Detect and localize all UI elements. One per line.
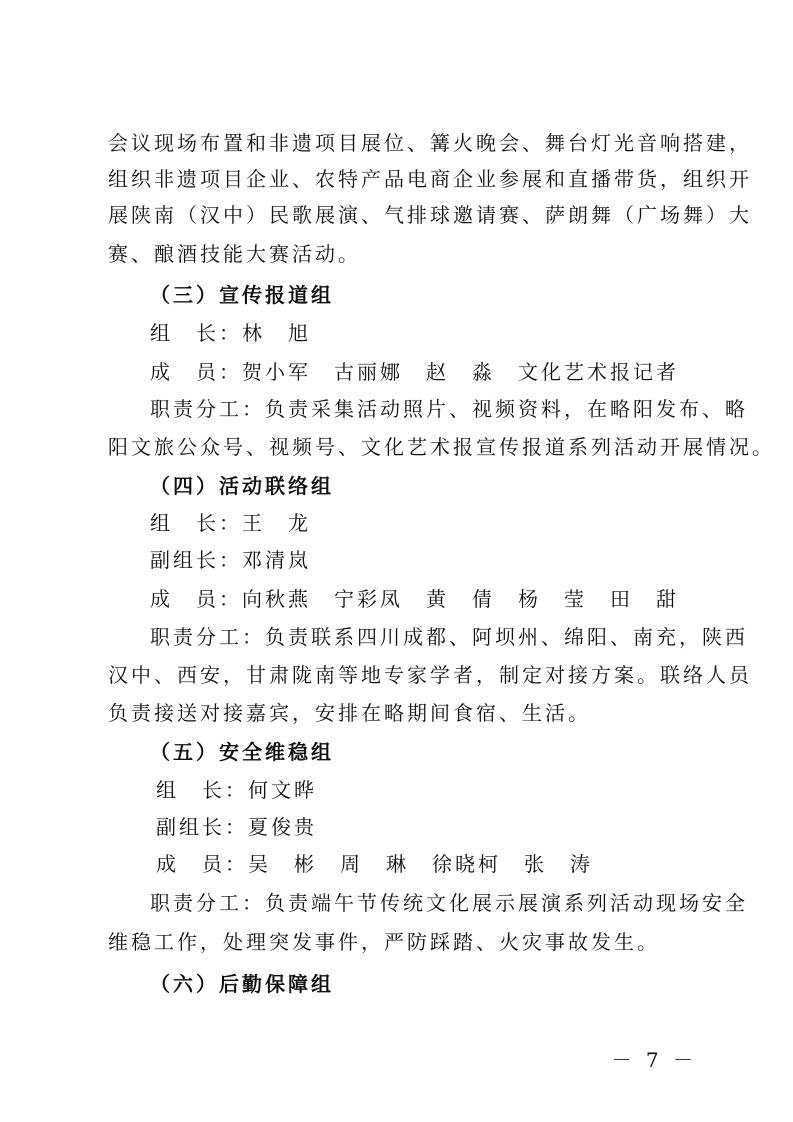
deputy-leader-line: 副组长：邓清岚 bbox=[150, 548, 311, 572]
paragraph-line: 会议现场布置和非遗项目展位、篝火晚会、舞台灯光音响搭建， bbox=[108, 131, 752, 155]
leader-line: 组 长：何文晔 bbox=[156, 778, 317, 802]
duties-line: 职责分工：负责端午节传统文化展示展演系列活动现场安全 bbox=[150, 891, 748, 915]
paragraph-line: 组织非遗项目企业、农特产品电商企业参展和直播带货，组织开 bbox=[108, 167, 752, 191]
section-heading-logistics: （六）后勤保障组 bbox=[150, 972, 334, 996]
leader-line: 组 长：王 龙 bbox=[150, 511, 311, 535]
paragraph-line: 阳文旅公众号、视频号、文化艺术报宣传报道系列活动开展情况。 bbox=[108, 435, 775, 459]
section-heading-publicity: （三）宣传报道组 bbox=[150, 283, 334, 307]
paragraph-line: 赛、酿酒技能大赛活动。 bbox=[108, 242, 361, 266]
deputy-leader-line: 副组长：夏俊贵 bbox=[156, 815, 317, 839]
members-line: 成 员：向秋燕 宁彩凤 黄 倩 杨 莹 田 甜 bbox=[150, 587, 679, 611]
leader-line: 组 长：林 旭 bbox=[150, 321, 311, 345]
paragraph-line: 汉中、西安，甘肃陇南等地专家学者，制定对接方案。联络人员 bbox=[108, 663, 752, 687]
paragraph-line: 展陕南（汉中）民歌展演、气排球邀请赛、萨朗舞（广场舞）大 bbox=[108, 203, 752, 227]
duties-line: 职责分工：负责联系四川成都、阿坝州、绵阳、南充，陕西 bbox=[150, 625, 748, 649]
page-number: － 7 － bbox=[611, 1048, 697, 1072]
section-heading-liaison: （四）活动联络组 bbox=[150, 474, 334, 498]
members-line: 成 员：吴 彬 周 琳 徐晓柯 张 涛 bbox=[156, 852, 593, 876]
section-heading-security: （五）安全维稳组 bbox=[150, 740, 334, 764]
paragraph-line: 负责接送对接嘉宾，安排在略期间食宿、生活。 bbox=[108, 701, 591, 725]
duties-line: 职责分工：负责采集活动照片、视频资料，在略阳发布、略 bbox=[150, 397, 748, 421]
paragraph-line: 维稳工作，处理突发事件，严防踩踏、火灾事故发生。 bbox=[108, 930, 660, 954]
members-line: 成 员：贺小军 古丽娜 赵 淼 文化艺术报记者 bbox=[150, 360, 679, 384]
